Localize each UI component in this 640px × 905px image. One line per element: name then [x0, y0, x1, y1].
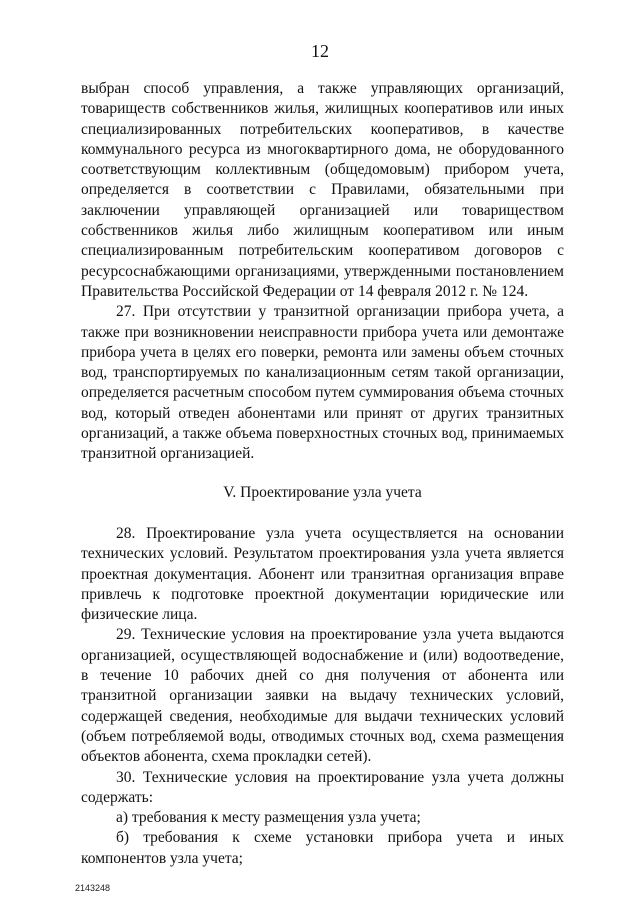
document-body: [81, 79, 564, 869]
section-heading: V. Проектирование узла учета: [223, 483, 422, 501]
paragraph-30b: б) требования к схеме установки прибора учета и иных компонентов узла учета;: [81, 829, 564, 867]
document-code: 2143248: [75, 883, 111, 893]
paragraph-29: 29. Технические условия на проектирование узла учета выдаются организацией, осуществляющей водоснабжение и (или) водоотведение, в течение 10 рабочих дней со дня получения от абонента или транзитной организации заявки на выдачу технических условий, содержащей сведения, необходимые для выдачи технических условий (объем потребляемой воды, отводимых сточных вод, схема размещения объектов абонента, схема прокладки сетей).: [81, 626, 564, 766]
paragraph-30: 30. Технические условия на проектирование узла учета должны содержать:: [81, 768, 564, 806]
page-number: 12: [311, 41, 329, 61]
paragraph-continuation: выбран способ управления, а также управляющих организаций, товариществ собственников жилья, жилищных кооперативов или иных специализированных потребительских кооперативов, в качестве коммунального ресурса из многоквартирного дома, не оборудованного соответствующим коллективным (общедомовым) прибором учета, определяется в соответствии с Правилами, обязательными при заключении управляющей организацией или товариществом собственников жилья либо жилищным кооперативом или иным специализированным потребительским кооперативом договоров с ресурсоснабжающими организациями, утвержденными постановлением Правительства Российской Федерации от 14 февраля 2012 г. № 124.: [81, 80, 564, 300]
paragraph-28: 28. Проектирование узла учета осуществляется на основании технических условий. Результатом проектирования узла учета является проектная документация. Абонент или транзитная организация вправе привлечь к подготовке проектной документации юридические или физические лица.: [81, 524, 564, 624]
paragraph-30a: а) требования к месту размещения узла учета;: [116, 809, 421, 827]
paragraph-27: 27. При отсутствии у транзитной организации прибора учета, а также при возникновении неисправности прибора учета или демонтаже прибора учета в целях его поверки, ремонта или замены объем сточных вод, транспортируемых по канализационным сетям такой организации, определяется расчетным способом путем суммирования объема сточных вод, который отведен абонентами или принят от других транзитных организаций, а также объема поверхностных сточных вод, принимаемых транзитной организацией.: [81, 303, 564, 463]
